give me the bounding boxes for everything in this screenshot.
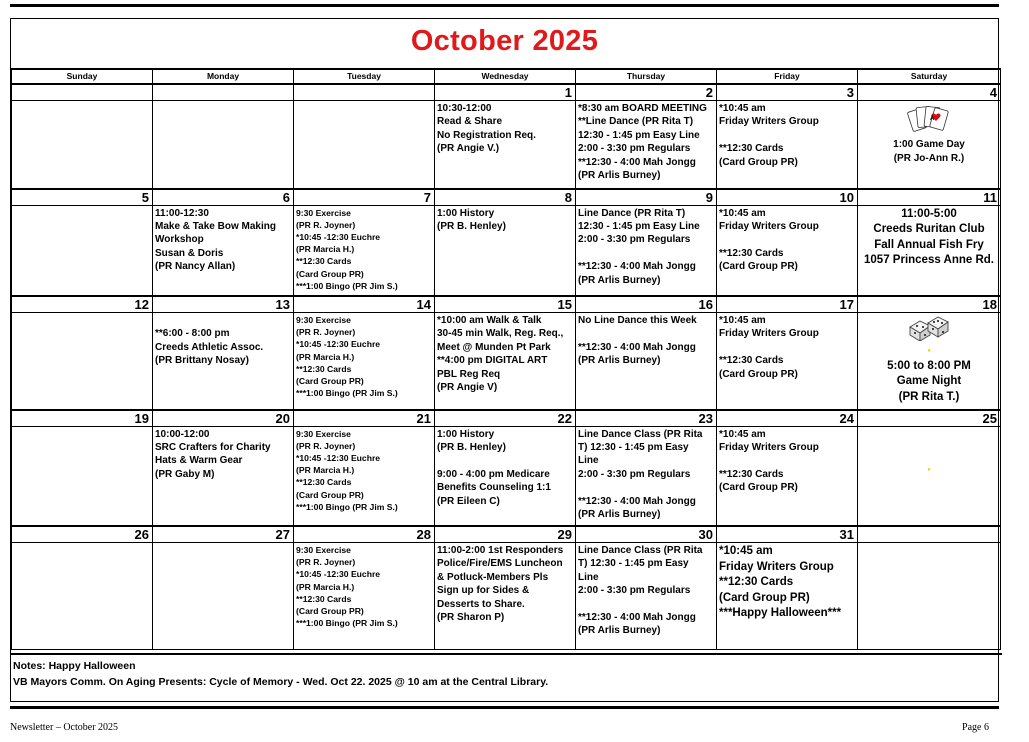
- event-line: (PR R. Joyner): [296, 219, 356, 230]
- event-line: (PR Marcia H.): [296, 244, 355, 255]
- day-cell: [435, 426, 576, 526]
- notes-line: Notes: Happy Halloween: [13, 660, 136, 672]
- event-line: [578, 481, 714, 494]
- weekday-header: Thursday: [576, 69, 717, 84]
- dice-icon: [860, 315, 998, 345]
- date-number: 23: [576, 410, 717, 427]
- event-line: Hats & Warm Gear: [155, 455, 243, 467]
- event-line: **12:30 - 4:00 Mah Jongg: [578, 156, 696, 168]
- event-line: 11:00-12:30: [155, 207, 209, 219]
- day-cell: [717, 543, 858, 650]
- event-line: [719, 341, 855, 354]
- date-number: 20: [153, 410, 294, 427]
- event-line: (PR Angie V): [437, 382, 498, 394]
- events-row: [12, 205, 1001, 296]
- event-line: 1:00 Game Day: [893, 139, 965, 151]
- event-line: (PR Jo-Ann R.): [893, 152, 965, 164]
- event-line: *10:00 am Walk & Talk: [437, 315, 542, 326]
- day-cell: [153, 426, 294, 526]
- day-cell: [576, 543, 717, 650]
- date-number: 2: [576, 84, 717, 101]
- event-line: (PR Marcia H.): [296, 351, 355, 362]
- day-cell: [12, 426, 153, 526]
- event-line: [719, 129, 855, 142]
- event-line: 30-45 min Walk, Reg. Req.,: [437, 328, 564, 340]
- day-cell: [435, 205, 576, 296]
- event-line: Friday Writers Group: [719, 328, 819, 340]
- event-line: Creeds Athletic Assoc.: [155, 341, 264, 353]
- date-number: 13: [153, 296, 294, 313]
- weekday-header: Tuesday: [294, 69, 435, 84]
- footer-newsletter: Newsletter – October 2025: [10, 722, 119, 733]
- event-line: **12:30 Cards: [296, 477, 352, 488]
- day-cell: [435, 313, 576, 410]
- date-row: [12, 526, 1001, 543]
- event-line: *10:45 -12:30 Euchre: [296, 452, 381, 463]
- event-line: **12:30 Cards: [296, 363, 352, 374]
- event-line: 1:00 History: [437, 428, 495, 440]
- date-number: 11: [858, 189, 1001, 206]
- notes-section: [11, 653, 1002, 693]
- date-number: 10: [717, 189, 858, 206]
- event-line: SRC Crafters for Charity: [155, 441, 271, 453]
- event-line: 9:30 Exercise: [296, 545, 351, 555]
- event-line: **12:30 - 4:00 Mah Jongg: [578, 341, 696, 353]
- event-line: [578, 598, 714, 611]
- event-line: Sign up for Sides &: [437, 585, 530, 597]
- day-cell: [294, 426, 435, 526]
- day-cell: [12, 101, 153, 189]
- date-row: [12, 296, 1001, 313]
- event-line: [155, 314, 291, 327]
- event-line: Fall Annual Fish Fry: [874, 238, 984, 251]
- event-line: (PR Rita T.): [898, 390, 960, 403]
- weekday-header: Saturday: [858, 69, 1001, 84]
- event-line: **12:30 Cards: [296, 256, 352, 267]
- day-cell: [294, 205, 435, 296]
- event-line: 10:00-12:00: [155, 428, 210, 440]
- date-number: [12, 84, 153, 101]
- date-number: [294, 84, 435, 101]
- event-line: 2:00 - 3:30 pm Regulars: [578, 234, 691, 246]
- event-line: (Card Group PR): [719, 482, 798, 494]
- date-number: 28: [294, 526, 435, 543]
- event-line: **6:00 - 8:00 pm: [155, 328, 230, 340]
- event-line: 5:00 to 8:00 PM: [887, 359, 971, 372]
- event-line: **Line Dance (PR Rita T): [578, 116, 694, 128]
- events-row: [12, 426, 1001, 526]
- event-line: (Card Group PR): [719, 368, 798, 380]
- day-cell: [153, 543, 294, 650]
- event-line: 11:00-5:00: [901, 207, 957, 220]
- event-line: PBL Reg Req: [437, 368, 501, 380]
- event-line: *10:45 am: [719, 428, 766, 440]
- event-line: Line: [578, 455, 599, 467]
- event-line: (PR Brittany Nosay): [155, 355, 249, 367]
- event-line: [578, 327, 714, 340]
- event-line: Line: [578, 571, 599, 583]
- sparkle-icon: ●: [927, 466, 931, 473]
- event-line: Desserts to Share.: [437, 598, 525, 610]
- date-number: 3: [717, 84, 858, 101]
- event-line: Make & Take Bow Making: [155, 220, 276, 232]
- event-line: (Card Group PR): [296, 268, 364, 279]
- event-line: Friday Writers Group: [719, 441, 819, 453]
- day-cell: [576, 426, 717, 526]
- event-line: 9:30 Exercise: [296, 315, 351, 325]
- events-row: [12, 543, 1001, 650]
- date-row: [12, 189, 1001, 206]
- event-line: (Card Group PR): [296, 376, 364, 387]
- date-number: 9: [576, 189, 717, 206]
- date-number: 26: [12, 526, 153, 543]
- event-line: **12:30 - 4:00 Mah Jongg: [578, 495, 696, 507]
- date-number: 15: [435, 296, 576, 313]
- event-line: No Registration Req.: [437, 129, 536, 141]
- event-line: **12:30 - 4:00 Mah Jongg: [578, 612, 696, 624]
- date-row: [12, 410, 1001, 427]
- event-line: 9:00 - 4:00 pm Medicare: [437, 468, 550, 480]
- day-cell: [717, 101, 858, 189]
- event-line: (Card Group PR): [296, 606, 364, 617]
- day-cell: [435, 543, 576, 650]
- event-line: 1:00 History: [437, 207, 495, 219]
- event-line: 11:00-2:00 1st Responders: [437, 545, 564, 556]
- date-number: 4: [858, 84, 1001, 101]
- event-line: *10:45 -12:30 Euchre: [296, 569, 381, 580]
- bottom-rule: [10, 706, 999, 709]
- event-line: Line Dance (PR Rita T): [578, 207, 686, 219]
- calendar-title: October 2025: [410, 25, 599, 57]
- event-line: (PR Arlis Burney): [578, 508, 661, 520]
- day-cell: [294, 313, 435, 410]
- event-line: 9:30 Exercise: [296, 207, 351, 218]
- day-cell: [153, 205, 294, 296]
- event-line: (PR B. Henley): [437, 220, 506, 232]
- day-cell: [435, 101, 576, 189]
- date-number: 17: [717, 296, 858, 313]
- event-line: ***1:00 Bingo (PR Jim S.): [296, 388, 398, 399]
- event-line: *10:45 -12:30 Euchre: [296, 231, 381, 242]
- event-line: (PR Marcia H.): [296, 465, 355, 476]
- date-number: 6: [153, 189, 294, 206]
- event-line: [719, 454, 855, 467]
- event-line: Meet @ Munden Pt Park: [437, 341, 551, 353]
- day-cell: [153, 101, 294, 189]
- day-cell: [12, 205, 153, 296]
- event-line: Read & Share: [437, 116, 503, 128]
- event-line: (Card Group PR): [719, 591, 810, 604]
- day-cell: [717, 205, 858, 296]
- top-rule: [10, 4, 999, 7]
- day-cell: [294, 101, 435, 189]
- event-line: (PR R. Joyner): [296, 557, 356, 568]
- event-line: *10:45 am: [719, 545, 773, 557]
- event-line: *8:30 am BOARD MEETING: [578, 103, 707, 114]
- event-line: (PR Sharon P): [437, 612, 505, 624]
- event-line: Benefits Counseling 1:1: [437, 482, 551, 494]
- event-line: (PR B. Henley): [437, 441, 506, 453]
- day-cell: [717, 426, 858, 526]
- event-line: ***Happy Halloween***: [719, 607, 842, 619]
- event-line: **4:00 pm DIGITAL ART: [437, 355, 548, 367]
- event-line: **12:30 Cards: [719, 247, 784, 259]
- day-cell: [576, 205, 717, 296]
- event-line: (PR R. Joyner): [296, 327, 356, 338]
- event-line: (Card Group PR): [719, 261, 798, 273]
- event-line: *10:45 am: [719, 103, 766, 114]
- date-number: 27: [153, 526, 294, 543]
- event-line: (PR R. Joyner): [296, 440, 356, 451]
- event-line: 2:00 - 3:30 pm Regulars: [578, 143, 691, 155]
- event-line: (PR Nancy Allan): [155, 261, 236, 273]
- event-line: (Card Group PR): [296, 489, 364, 500]
- day-cell: [858, 313, 1001, 410]
- event-line: ***1:00 Bingo (PR Jim S.): [296, 280, 398, 291]
- date-number: 18: [858, 296, 1001, 313]
- date-number: 30: [576, 526, 717, 543]
- date-number: 29: [435, 526, 576, 543]
- date-number: 25: [858, 410, 1001, 427]
- day-cell: [576, 101, 717, 189]
- event-line: [719, 233, 855, 246]
- event-line: (PR Arlis Burney): [578, 355, 661, 367]
- date-number: 19: [12, 410, 153, 427]
- event-line: *10:45 am: [719, 207, 766, 219]
- date-number: 31: [717, 526, 858, 543]
- date-number: 5: [12, 189, 153, 206]
- event-line: (PR Marcia H.): [296, 581, 355, 592]
- event-line: Line Dance Class (PR Rita: [578, 428, 703, 440]
- event-line: (PR Gaby M): [155, 468, 215, 480]
- event-line: 1057 Princess Anne Rd.: [864, 254, 994, 266]
- event-line: Friday Writers Group: [719, 116, 819, 128]
- event-line: 10:30-12:00: [437, 103, 492, 114]
- day-cell: [858, 101, 1001, 189]
- event-line: [437, 454, 573, 467]
- date-number: 16: [576, 296, 717, 313]
- event-line: T) 12:30 - 1:45 pm Easy: [578, 558, 689, 570]
- events-row: [12, 313, 1001, 410]
- events-row: [12, 101, 1001, 189]
- day-cell: [717, 313, 858, 410]
- day-cell: [294, 543, 435, 650]
- event-line: (PR Eileen C): [437, 495, 500, 507]
- footer-page-number: Page 6: [962, 722, 989, 733]
- event-line: & Potluck-Members Pls: [437, 571, 549, 583]
- day-cell: [858, 205, 1001, 296]
- event-line: Friday Writers Group: [719, 220, 819, 232]
- date-row: [12, 84, 1001, 101]
- event-line: Workshop: [155, 234, 204, 246]
- event-line: T) 12:30 - 1:45 pm Easy: [578, 441, 689, 453]
- calendar-frame: [10, 18, 999, 702]
- date-number: 8: [435, 189, 576, 206]
- calendar-grid: [11, 68, 1001, 650]
- event-line: [578, 247, 714, 260]
- playing-cards-icon: [860, 104, 998, 138]
- event-line: **12:30 Cards: [719, 143, 784, 155]
- event-line: Line Dance Class (PR Rita: [578, 545, 703, 556]
- event-line: (PR Arlis Burney): [578, 625, 661, 637]
- event-line: (PR Arlis Burney): [578, 274, 661, 286]
- day-cell: [153, 313, 294, 410]
- date-number: 14: [294, 296, 435, 313]
- date-number: 22: [435, 410, 576, 427]
- date-number: 7: [294, 189, 435, 206]
- day-cell: [12, 543, 153, 650]
- event-line: **12:30 Cards: [719, 468, 784, 480]
- event-line: Game Night: [896, 375, 962, 388]
- event-line: Friday Writers Group: [719, 560, 834, 573]
- date-number: [858, 526, 1001, 543]
- event-line: 2:00 - 3:30 pm Regulars: [578, 468, 691, 480]
- event-line: **12:30 Cards: [719, 355, 784, 367]
- event-line: 12:30 - 1:45 pm Easy Line: [578, 220, 700, 232]
- event-line: **12:30 - 4:00 Mah Jongg: [578, 261, 696, 273]
- event-line: Creeds Ruritan Club: [873, 223, 985, 235]
- event-line: ***1:00 Bingo (PR Jim S.): [296, 618, 398, 629]
- event-line: ***1:00 Bingo (PR Jim S.): [296, 501, 398, 512]
- day-cell: [858, 543, 1001, 650]
- date-number: 24: [717, 410, 858, 427]
- event-line: (PR Arlis Burney): [578, 170, 661, 182]
- date-number: 1: [435, 84, 576, 101]
- event-line: (PR Angie V.): [437, 143, 500, 155]
- event-line: 9:30 Exercise: [296, 428, 351, 439]
- weekday-header: Wednesday: [435, 69, 576, 84]
- weekday-header: Monday: [153, 69, 294, 84]
- day-cell: [12, 313, 153, 410]
- event-line: *10:45 -12:30 Euchre: [296, 339, 381, 350]
- date-number: [153, 84, 294, 101]
- event-line: 2:00 - 3:30 pm Regulars: [578, 585, 691, 597]
- date-number: 21: [294, 410, 435, 427]
- event-line: Susan & Doris: [155, 247, 224, 259]
- weekday-header: Sunday: [12, 69, 153, 84]
- event-line: 12:30 - 1:45 pm Easy Line: [578, 129, 700, 141]
- day-cell: [858, 426, 1001, 526]
- event-line: Police/Fire/EMS Luncheon: [437, 558, 563, 570]
- weekday-header: Friday: [717, 69, 858, 84]
- event-line: **12:30 Cards: [296, 593, 352, 604]
- event-line: *10:45 am: [719, 315, 766, 326]
- notes-line: VB Mayors Comm. On Aging Presents: Cycle of Memory - Wed. Oct 22. 2025 @ 10 am at the Central Library.: [13, 676, 549, 688]
- weekday-header-row: [12, 69, 1001, 84]
- event-line: **12:30 Cards: [719, 576, 794, 588]
- event-line: No Line Dance this Week: [578, 315, 697, 326]
- sparkle-icon: ●: [927, 348, 931, 355]
- date-number: 12: [12, 296, 153, 313]
- day-cell: [576, 313, 717, 410]
- svg-text:A: A: [930, 116, 935, 122]
- event-line: (Card Group PR): [719, 156, 798, 168]
